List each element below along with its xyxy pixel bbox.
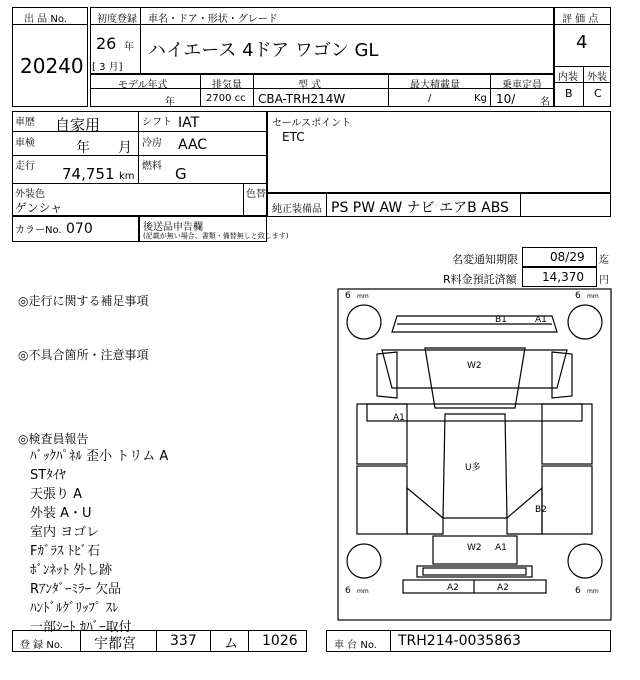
equip-div2	[520, 193, 521, 217]
inspector-line: ﾎﾞﾝﾈｯﾄ 外し跡	[30, 563, 113, 578]
capacity-label: 乗車定員	[502, 80, 542, 91]
interior-label: 内装	[558, 72, 578, 83]
inspector-line: Rｱﾝﾀﾞｰﾐﾗｰ 欠品	[30, 582, 122, 597]
aftermarket-note: (記載が無い場合、書類・備替無しと致します)	[143, 232, 289, 240]
sales-point-label: セールスポイント	[272, 118, 352, 129]
car-name: ハイエース 4ドア ワゴン GL	[148, 40, 379, 61]
history-value: 自家用	[55, 116, 101, 134]
lot-label-divider	[12, 24, 88, 25]
fender-left	[377, 352, 397, 398]
tire-fl-depth: 6	[345, 291, 351, 301]
score-value: 4	[576, 32, 588, 53]
tire-rear-left	[347, 544, 381, 578]
spec-div-2	[253, 74, 254, 107]
mark-a1-left: A1	[393, 413, 405, 423]
inspector-line: ﾊﾝﾄﾞﾙｸﾞﾘｯﾌﾟ ｽﾚ	[30, 601, 119, 616]
interior-grade: B	[565, 87, 573, 100]
mileage-unit: km	[119, 171, 135, 182]
spec-div-4	[490, 74, 491, 107]
mark-b1: B1	[495, 315, 507, 325]
reg-label: 初度登録	[97, 14, 137, 25]
tire-front-left	[347, 305, 381, 339]
inspector-line: 室内 ヨゴレ	[30, 525, 100, 540]
plate-kana: ム	[224, 636, 238, 652]
score-label-divider	[554, 24, 611, 25]
mileage-value: 74,751	[62, 165, 115, 183]
equipment-label: 純正装備品	[272, 204, 322, 215]
inspection-month: 月	[118, 140, 132, 156]
inspector-line: ﾊﾞｯｸﾊﾟﾈﾙ 歪小 トリム A	[30, 449, 169, 464]
inspector-line: 天張り A	[30, 487, 83, 502]
reg-month: [ 3 月]	[92, 62, 123, 73]
inspection-label: 車検	[15, 138, 35, 149]
tire-fr-unit: mm	[587, 293, 599, 300]
front-panel	[425, 348, 525, 408]
ext-color-value: ゲンシャ	[15, 201, 63, 215]
repaint-label: 色替	[246, 189, 266, 200]
model-year-label: モデル年式	[118, 80, 168, 91]
exterior-label: 外装	[587, 72, 607, 83]
grade-divider-v	[583, 66, 584, 107]
body-side-right	[542, 404, 592, 464]
displacement-label: 排気量	[212, 80, 242, 91]
tire-rl-depth: 6	[345, 586, 351, 596]
aftermarket-label: 後送品申告欄	[143, 222, 203, 233]
rear-quarter-left	[407, 488, 443, 534]
fuel-value: G	[175, 165, 187, 183]
ac-value: AAC	[178, 137, 208, 153]
grade-label-divider	[554, 82, 611, 83]
diagram-border	[338, 289, 611, 620]
plate-label: 登 録 No.	[20, 640, 63, 651]
inspector-line: STﾀｲﾔ	[30, 468, 66, 483]
tire-front-right	[568, 305, 602, 339]
spec-div-1	[200, 74, 201, 107]
plate-div-2	[156, 630, 157, 652]
reg-divider	[140, 7, 141, 74]
det-div-h2	[12, 155, 267, 156]
load-label: 最大積載量	[410, 80, 460, 91]
driving-notes-label: ◎走行に関する補足事項	[18, 294, 149, 308]
displacement-value: 2700 cc	[206, 93, 246, 104]
chassis-div	[390, 630, 391, 652]
fender-right	[552, 352, 572, 398]
rear-bumper-inner	[423, 568, 526, 575]
mark-b2: B2	[535, 505, 547, 515]
equip-div	[326, 193, 327, 217]
ac-label: 冷房	[142, 138, 162, 149]
color-no-value: 070	[66, 221, 93, 237]
type-label: 型 式	[298, 80, 322, 91]
rear-side-right	[542, 466, 592, 534]
lot-label: 出 品 No.	[24, 14, 67, 25]
plate-place: 宇都宮	[94, 636, 136, 652]
mark-a1-top: A1	[535, 315, 547, 325]
plate-div-3	[210, 630, 211, 652]
type-value: CBA-TRH214W	[258, 92, 346, 106]
mileage-label: 走行	[15, 161, 35, 172]
inspector-line: 外装 A・U	[30, 506, 92, 521]
mark-a2-right: A2	[497, 583, 509, 593]
score-label: 評 価 点	[562, 14, 599, 25]
model-year-value: 年	[165, 97, 175, 108]
exterior-grade: C	[594, 87, 602, 100]
load-unit: Kg	[474, 93, 487, 104]
recycle-unit: 円	[599, 275, 609, 286]
capacity-value: 10/	[496, 92, 516, 106]
mark-a1-bottom: A1	[495, 543, 507, 553]
det-div-h3	[12, 183, 267, 184]
carname-label: 車名・ドア・形状・グレード	[148, 14, 278, 25]
mark-a2-left: A2	[447, 583, 459, 593]
tire-fl-unit: mm	[357, 293, 369, 300]
tire-fr-depth: 6	[575, 291, 581, 301]
reg-year: 26	[96, 34, 117, 53]
det-div-h1	[12, 131, 267, 132]
capacity-unit: 名	[540, 97, 550, 108]
shift-value: IAT	[178, 115, 200, 131]
inspector-line: Fｶﾞﾗｽ ﾄﾋﾞ石	[30, 544, 101, 559]
mark-w2-bottom: W2	[467, 543, 482, 553]
recycle-label: R料金預託済額	[443, 273, 517, 286]
fuel-label: 燃料	[142, 161, 162, 172]
equipment-value: PS PW AW ナビ エアB ABS	[331, 200, 509, 216]
car-damage-diagram	[337, 288, 613, 622]
chassis-label: 車 台 No.	[334, 640, 377, 651]
spec-div-3	[388, 74, 389, 107]
det-div-v2	[243, 183, 244, 216]
sales-point-value: ETC	[282, 130, 305, 144]
plate-div-4	[248, 630, 249, 652]
inspection-year: 年	[76, 140, 90, 156]
plate-class: 337	[170, 633, 197, 649]
tire-rr-depth: 6	[575, 586, 581, 596]
plate-div-1	[80, 630, 81, 652]
ext-color-label: 外装色	[15, 189, 45, 200]
history-label: 車歴	[15, 117, 35, 128]
chassis-number: TRH214-0035863	[398, 633, 521, 649]
tire-rr-unit: mm	[587, 588, 599, 595]
lot-number: 20240	[20, 54, 84, 78]
det-div-v	[138, 111, 139, 183]
deadline-value: 08/29	[550, 250, 585, 264]
reg-year-unit: 年	[124, 42, 134, 53]
deadline-unit: 迄	[599, 255, 609, 266]
defects-label: ◎不具合箇所・注意事項	[18, 348, 149, 362]
deadline-label: 名変通知期限	[452, 253, 518, 266]
recycle-value: 14,370	[542, 270, 584, 284]
mark-w2-top: W2	[467, 361, 482, 371]
shift-label: シフト	[142, 117, 172, 128]
inspector-label: ◎検査員報告	[18, 432, 89, 446]
inspector-line: 一部ｼｰﾄ ｶﾊﾞｰ取付	[30, 620, 132, 635]
plate-number: 1026	[262, 633, 298, 649]
tire-rl-unit: mm	[357, 588, 369, 595]
rear-side-left	[357, 466, 407, 534]
color-no-label: カラーNo.	[15, 225, 62, 236]
tire-rear-right	[568, 544, 602, 578]
load-value: /	[428, 93, 432, 104]
mark-u: U多	[465, 463, 481, 473]
